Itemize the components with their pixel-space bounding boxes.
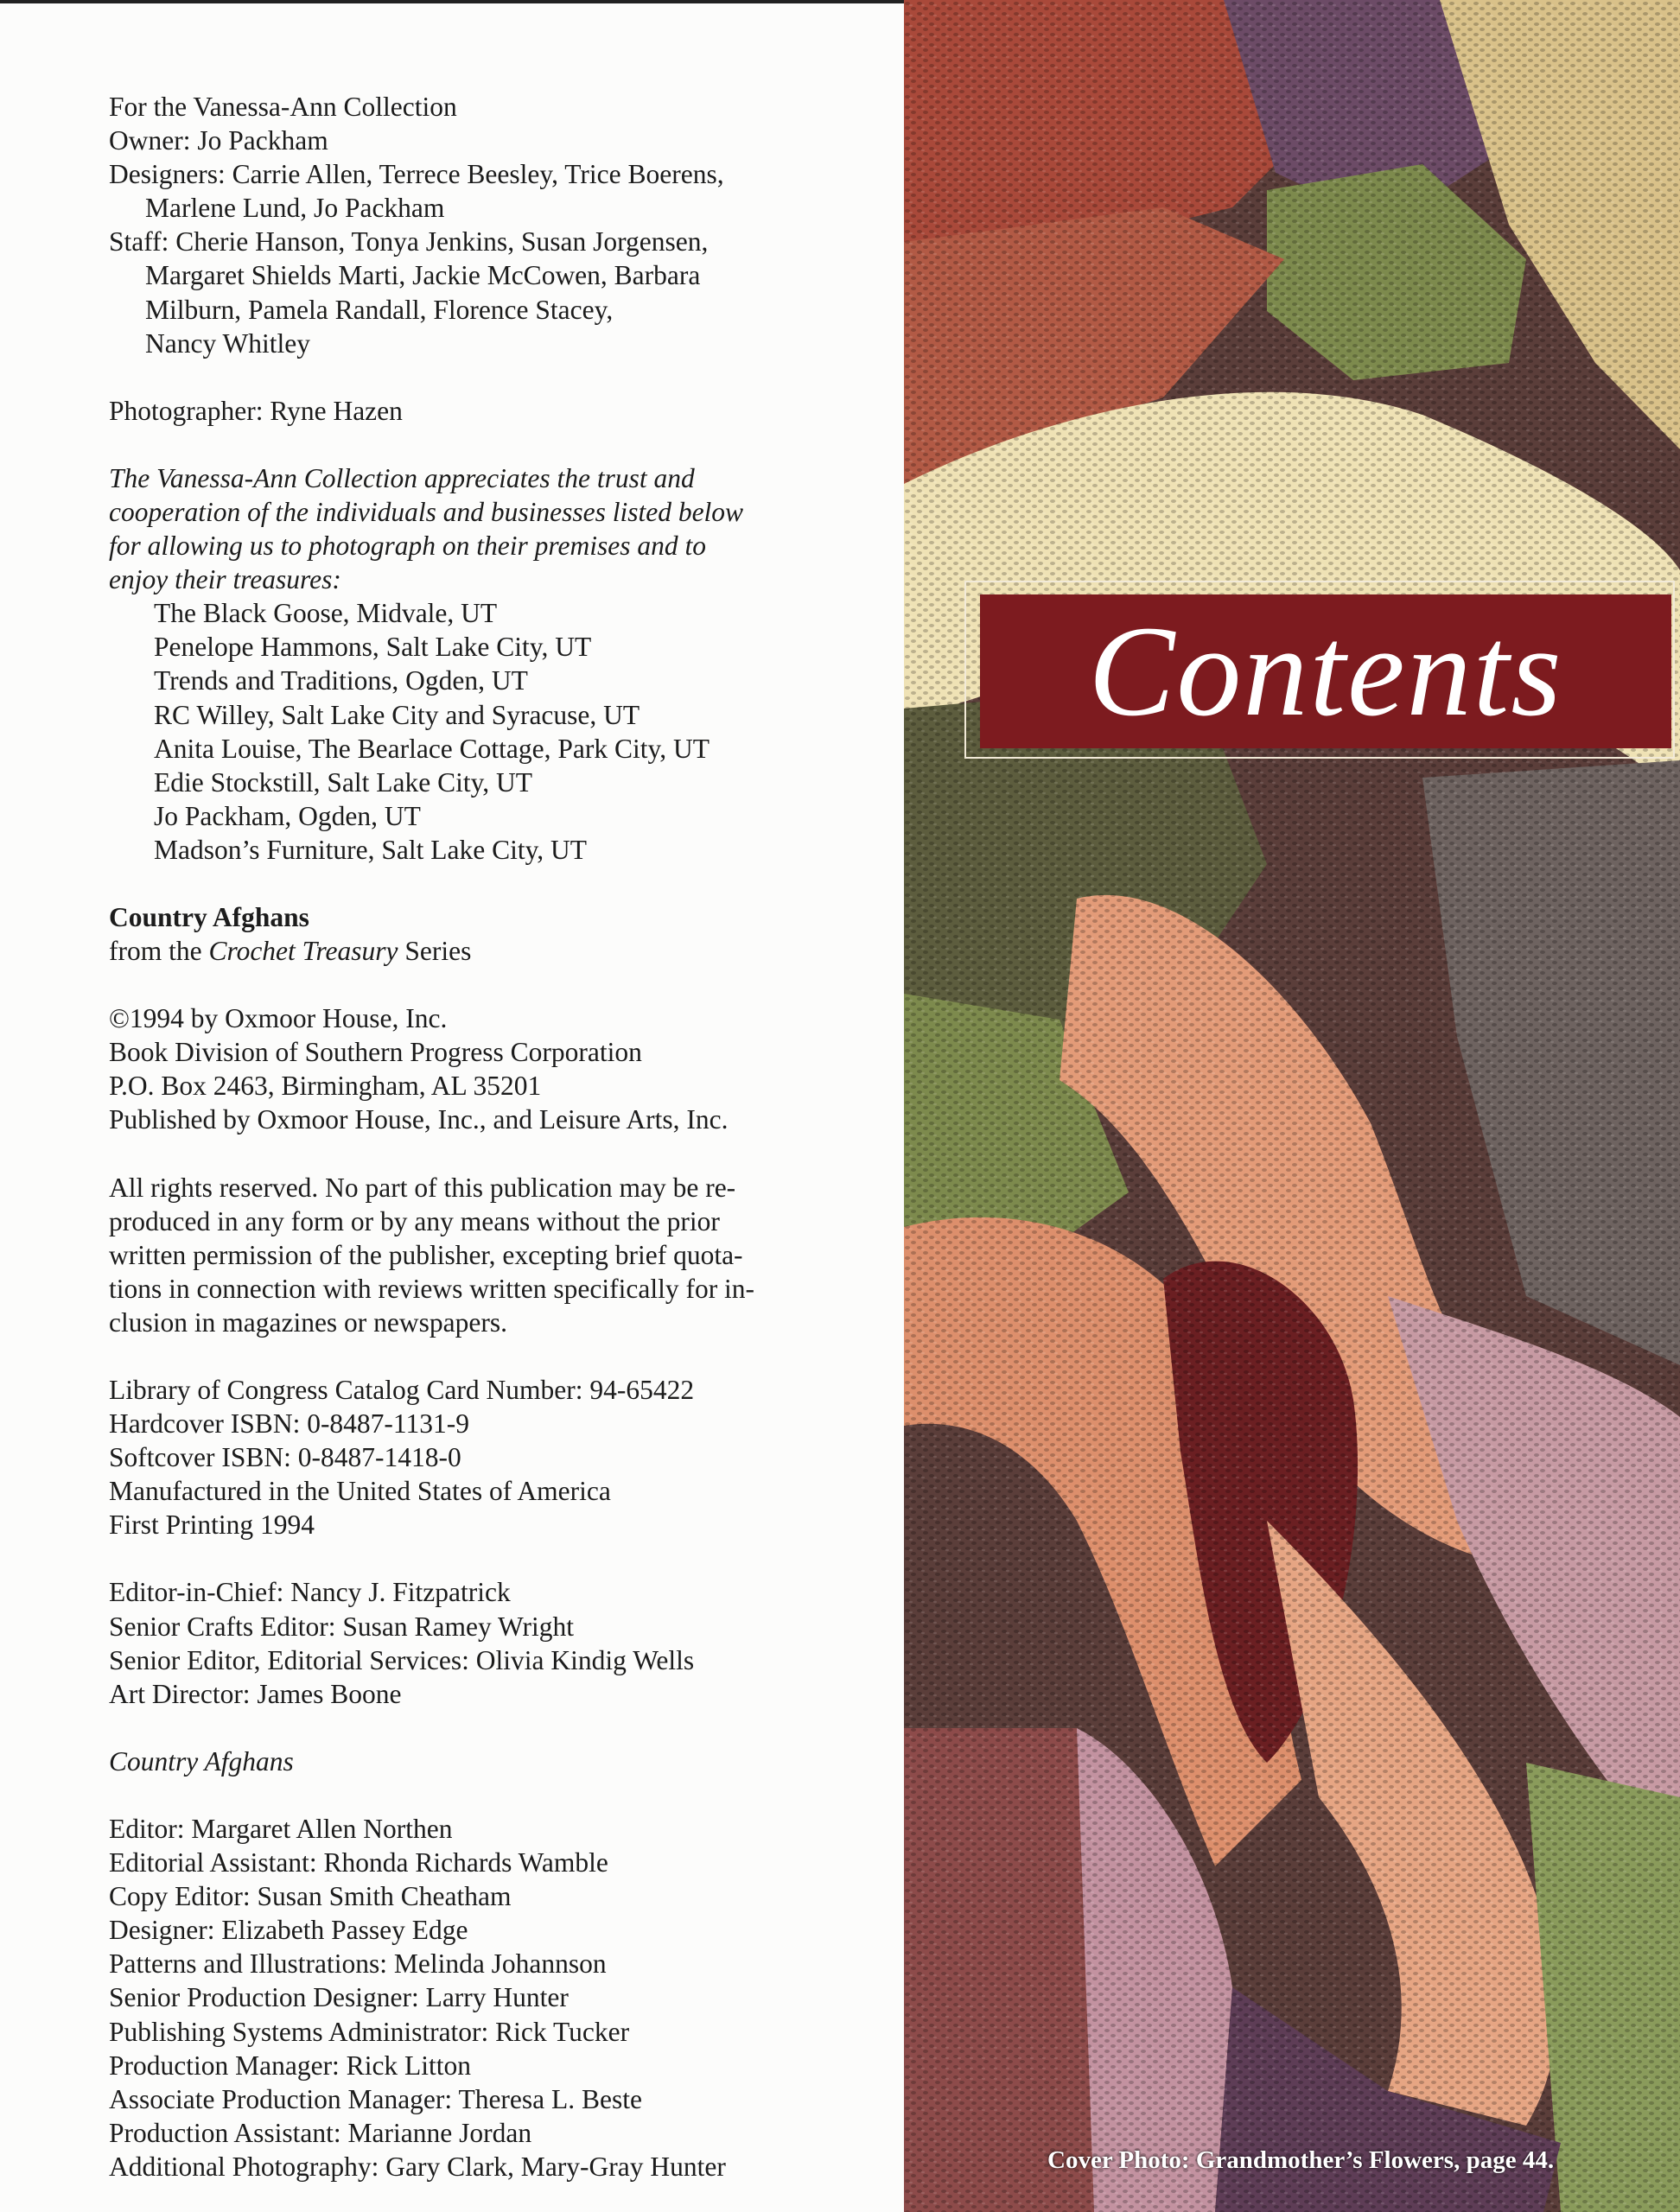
- book-staff-line: Production Assistant: Marianne Jordan: [109, 2117, 532, 2148]
- rights-line: written permission of the publisher, excepting brief quota-: [109, 1239, 743, 1270]
- acknowledgement-line: for allowing us to photograph on their premises and to: [109, 531, 706, 562]
- designers-line: Designers: Carrie Allen, Terrece Beesley, Trice Boerens,: [109, 159, 724, 190]
- owner-line: Owner: Jo Packham: [109, 125, 328, 156]
- cover-photo-caption: Cover Photo: Grandmother’s Flowers, page 44.: [1047, 2146, 1555, 2174]
- book-staff-line: Additional Photography: Gary Clark, Mary-Gray Hunter: [109, 2151, 726, 2182]
- acknowledgement-line: cooperation of the individuals and businesses listed below: [109, 496, 744, 527]
- catalog-line: Hardcover ISBN: 0-8487-1131-9: [109, 1408, 469, 1440]
- book-staff-line: Copy Editor: Susan Smith Cheatham: [109, 1881, 512, 1912]
- catalog-line: Library of Congress Catalog Card Number: 94-65422: [109, 1375, 695, 1405]
- book-staff-line: Publishing Systems Administrator: Rick Tucker: [109, 2016, 630, 2047]
- location-item: RC Willey, Salt Lake City and Syracuse, UT: [154, 699, 640, 730]
- series-suffix: Series: [398, 936, 472, 967]
- series-prefix: from the: [109, 936, 209, 967]
- staff-line-cont: Nancy Whitley: [145, 327, 310, 359]
- book-staff-line: Editorial Assistant: Rhonda Richards Wamble: [109, 1847, 608, 1878]
- location-item: Jo Packham, Ogden, UT: [154, 800, 421, 831]
- book-staff-line: Patterns and Illustrations: Melinda Johannson: [109, 1948, 607, 1980]
- book-title: Country Afghans: [109, 901, 309, 932]
- location-item: The Black Goose, Midvale, UT: [154, 598, 498, 629]
- editorial-line: Editor-in-Chief: Nancy J. Fitzpatrick: [109, 1577, 511, 1608]
- credits-text: [109, 90, 887, 2183]
- book-staff-line: Editor: Margaret Allen Northen: [109, 1813, 453, 1844]
- catalog-line: Manufactured in the United States of America: [109, 1476, 611, 1507]
- book-staff-line: Designer: Elizabeth Passey Edge: [109, 1915, 468, 1946]
- book-staff-line: Production Manager: Rick Litton: [109, 2050, 472, 2081]
- staff-line-cont: Margaret Shields Marti, Jackie McCowen, Barbara: [145, 260, 701, 291]
- location-item: Anita Louise, The Bearlace Cottage, Park City, UT: [154, 733, 710, 764]
- editorial-line: Art Director: James Boone: [109, 1678, 402, 1709]
- contents-title: Contents: [1088, 600, 1563, 743]
- staff-line-cont: Milburn, Pamela Randall, Florence Stacey,: [145, 294, 614, 325]
- rights-line: produced in any form or by any means without the prior: [109, 1205, 720, 1236]
- book-staff-heading: Country Afghans: [109, 1745, 294, 1777]
- catalog-line: First Printing 1994: [109, 1510, 315, 1541]
- rights-line: clusion in magazines or newspapers.: [109, 1306, 507, 1338]
- location-item: Edie Stockstill, Salt Lake City, UT: [154, 766, 533, 798]
- catalog-line: Softcover ISBN: 0-8487-1418-0: [109, 1442, 461, 1473]
- acknowledgement-line: The Vanessa-Ann Collection appreciates the trust and: [109, 462, 695, 493]
- series-name: Crochet Treasury: [208, 936, 398, 967]
- designers-line-cont: Marlene Lund, Jo Packham: [145, 193, 445, 224]
- rights-line: tions in connection with reviews written specifically for in-: [109, 1273, 755, 1304]
- contents-banner: [980, 594, 1671, 748]
- book-staff-line: Senior Production Designer: Larry Hunter: [109, 1982, 569, 2013]
- stitch-texture: [904, 0, 1680, 2212]
- series-line: [109, 934, 887, 968]
- acknowledgement-line: enjoy their treasures:: [109, 564, 341, 595]
- editorial-line: Senior Editor, Editorial Services: Olivia Kindig Wells: [109, 1644, 695, 1675]
- crochet-afghan-photo: [904, 0, 1680, 2212]
- publisher-line: Published by Oxmoor House, Inc., and Leisure Arts, Inc.: [109, 1104, 729, 1135]
- location-item: Madson’s Furniture, Salt Lake City, UT: [154, 834, 588, 865]
- photographer-line: Photographer: Ryne Hazen: [109, 395, 403, 426]
- rights-line: All rights reserved. No part of this publication may be re-: [109, 1172, 736, 1203]
- publisher-line: P.O. Box 2463, Birmingham, AL 35201: [109, 1071, 542, 1102]
- publisher-line: Book Division of Southern Progress Corporation: [109, 1037, 642, 1068]
- collection-heading: For the Vanessa-Ann Collection: [109, 92, 457, 122]
- location-item: Penelope Hammons, Salt Lake City, UT: [154, 632, 592, 663]
- editorial-line: Senior Crafts Editor: Susan Ramey Wright: [109, 1611, 574, 1642]
- book-staff-line: Associate Production Manager: Theresa L. Beste: [109, 2083, 642, 2114]
- publisher-line: ©1994 by Oxmoor House, Inc.: [109, 1003, 448, 1034]
- staff-line: Staff: Cherie Hanson, Tonya Jenkins, Susan Jorgensen,: [109, 226, 709, 257]
- location-item: Trends and Traditions, Ogden, UT: [154, 665, 528, 696]
